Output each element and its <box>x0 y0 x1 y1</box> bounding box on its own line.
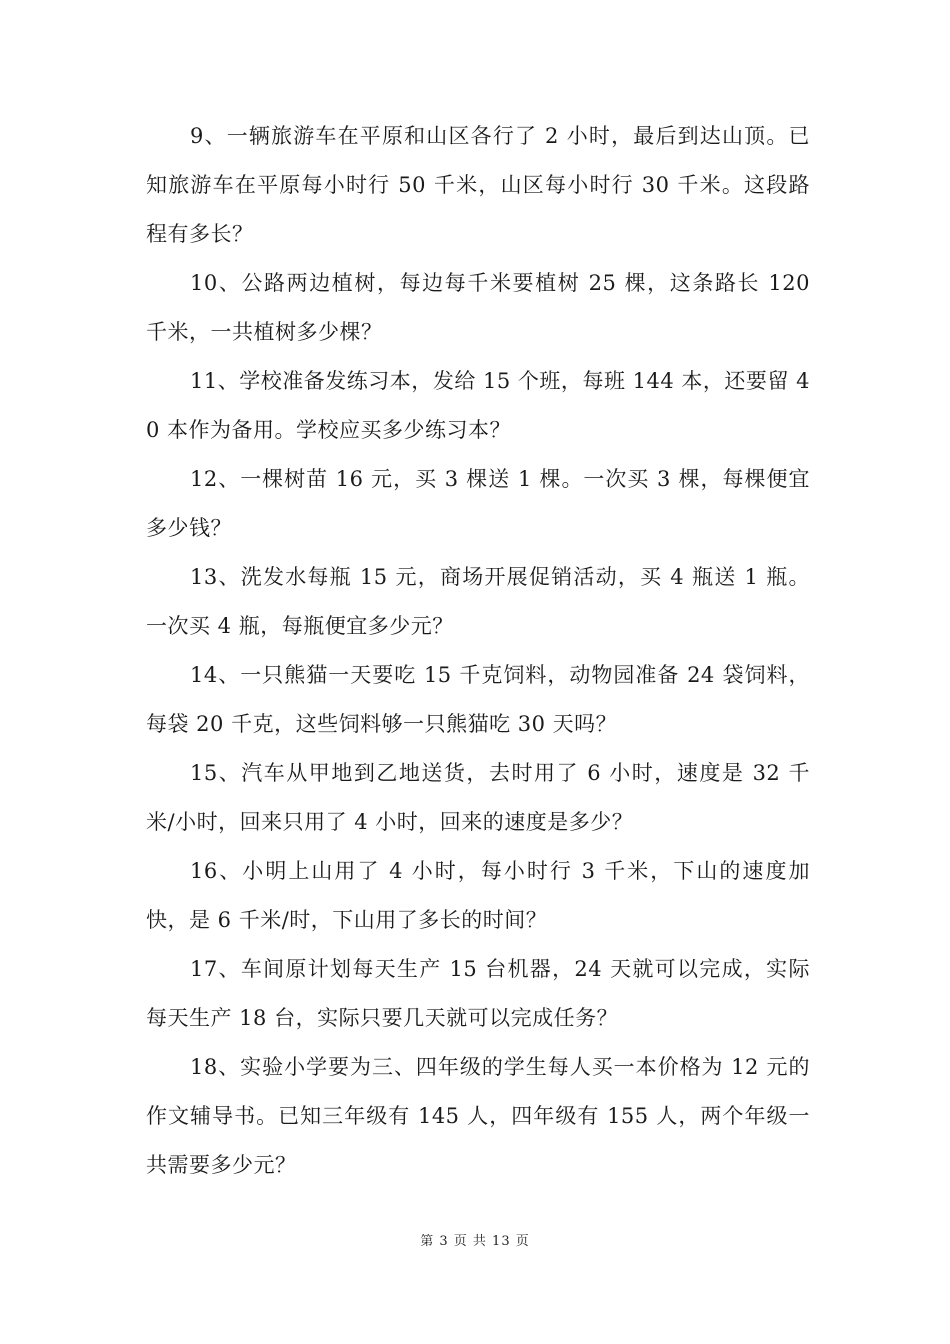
problem-9: 9、一辆旅游车在平原和山区各行了 2 小时，最后到达山顶。已知旅游车在平原每小时行 50 千米，山区每小时行 30 千米。这段路程有多长？ <box>146 124 810 246</box>
problem-12: 12、一棵树苗 16 元，买 3 棵送 1 棵。一次买 3 棵，每棵便宜多少钱？ <box>146 467 810 540</box>
problem-14: 14、一只熊猫一天要吃 15 千克饲料，动物园准备 24 袋饲料，每袋 20 千克，这些饲料够一只熊猫吃 30 天吗？ <box>146 663 810 736</box>
page-number-footer: 第 3 页 共 13 页 <box>420 1234 530 1249</box>
problem-11: 11、学校准备发练习本，发给 15 个班，每班 144 本，还要留 40 本作为备用。学校应买多少练习本？ <box>146 369 810 442</box>
problem-15: 15、汽车从甲地到乙地送货，去时用了 6 小时，速度是 32 千米/小时，回来只用了 4 小时，回来的速度是多少？ <box>146 761 810 834</box>
problem-13: 13、洗发水每瓶 15 元，商场开展促销活动，买 4 瓶送 1 瓶。一次买 4 瓶，每瓶便宜多少元？ <box>146 565 810 638</box>
problem-18: 18、实验小学要为三、四年级的学生每人买一本价格为 12 元的作文辅导书。已知三年级有 145 人，四年级有 155 人，两个年级一共需要多少元？ <box>146 1055 810 1177</box>
problem-10: 10、公路两边植树，每边每千米要植树 25 棵，这条路长 120 千米，一共植树多少棵？ <box>146 271 810 344</box>
document-body <box>146 112 810 1190</box>
problem-17: 17、车间原计划每天生产 15 台机器，24 天就可以完成，实际每天生产 18 台，实际只要几天就可以完成任务？ <box>146 957 810 1030</box>
problem-16: 16、小明上山用了 4 小时，每小时行 3 千米，下山的速度加快，是 6 千米/时，下山用了多长的时间？ <box>146 859 810 932</box>
